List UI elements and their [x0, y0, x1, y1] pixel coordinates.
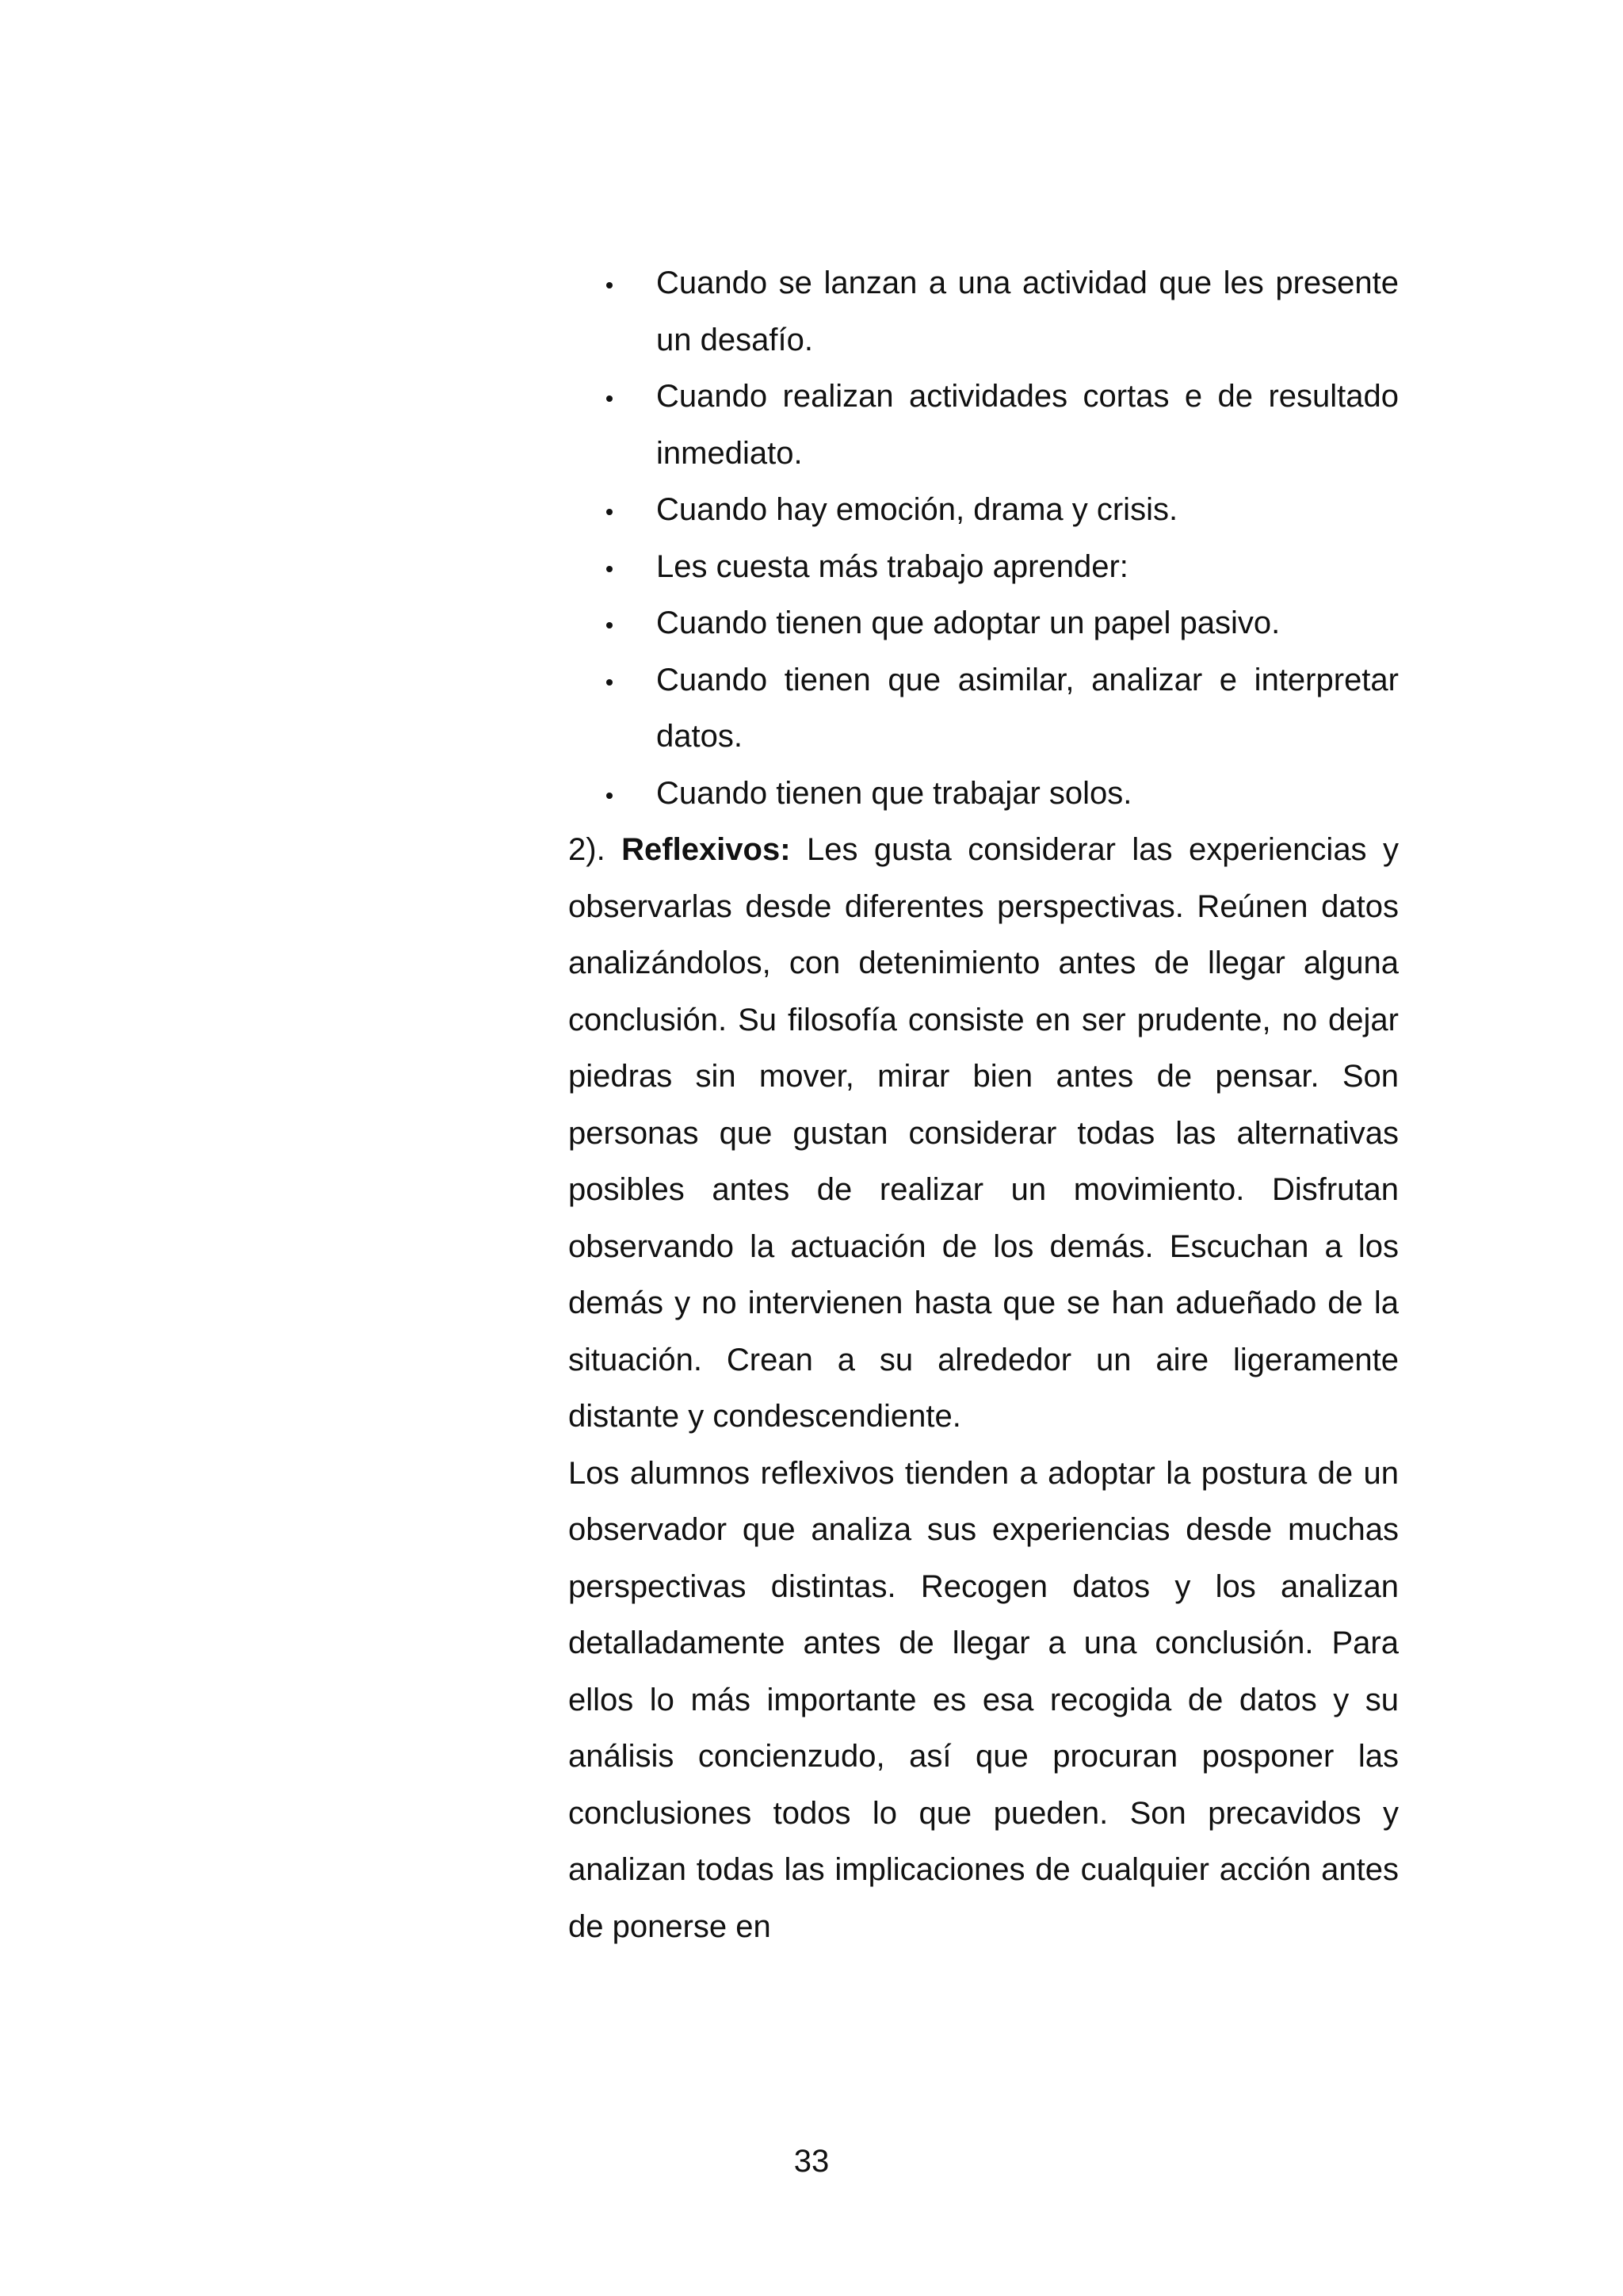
- list-item-text: Cuando hay emoción, drama y crisis.: [656, 492, 1178, 527]
- list-item-text: Cuando tienen que trabajar solos.: [656, 775, 1132, 811]
- list-item-text: Les cuesta más trabajo aprender:: [656, 548, 1128, 584]
- paragraph-number: 2).: [568, 832, 622, 867]
- paragraph-text: Les gusta considerar las experiencias y observarlas desde diferentes perspectivas. Reúnen datos analizándolos, con detenimiento antes de llegar alguna conclusión. Su filosofía consiste en ser prudente, no dejar piedras sin mover, mirar bien antes de pensar. Son personas que gustan considerar todas las alternativas posibles antes de realizar un movimiento. Disfrutan observando la actuación de los demás. Escuchan a los demás y no intervienen hasta que se han adueñado de la situación. Crean a su alrededor un aire ligeramente distante y condescendiente.: [568, 832, 1399, 1434]
- bullet-icon: [606, 395, 613, 402]
- list-item-text: Cuando se lanzan a una actividad que les presente un desafío.: [656, 266, 1399, 357]
- bullet-list: [568, 255, 1399, 822]
- bullet-icon: [606, 622, 613, 628]
- list-item: [568, 482, 1399, 539]
- list-item: [568, 652, 1399, 766]
- page-number: 33: [793, 2144, 830, 2179]
- list-item-text: Cuando tienen que adoptar un papel pasivo.: [656, 606, 1281, 640]
- alumnos-paragraph: Los alumnos reflexivos tienden a adoptar la postura de un observador que analiza sus experiencias desde muchas perspectivas distintas. Recogen datos y los analizan detalladamente antes de llegar a una conclusión. Para ellos lo más importante es esa recogida de datos y su análisis concienzudo, así que procuran posponer las conclusiones todos lo que pueden. Son precavidos y analizan todas las implicaciones de cualquier acción antes de ponerse en: [568, 1455, 1399, 1944]
- reflexivos-paragraph: [568, 822, 1399, 1446]
- list-item: [568, 766, 1399, 823]
- bullet-icon: [606, 509, 613, 515]
- list-item: [568, 255, 1399, 369]
- paragraph-heading: Reflexivos:: [621, 832, 791, 867]
- page-body: [568, 255, 1399, 1955]
- bullet-icon: [606, 282, 613, 288]
- bullet-icon: [606, 793, 613, 799]
- list-item-text: Cuando tienen que asimilar, analizar e interpretar datos.: [656, 662, 1399, 754]
- list-item-text: Cuando realizan actividades cortas e de resultado inmediato.: [656, 379, 1399, 471]
- bullet-icon: [606, 566, 613, 572]
- list-item: [568, 539, 1399, 596]
- list-item: [568, 369, 1399, 482]
- bullet-icon: [606, 679, 613, 686]
- list-item: [568, 595, 1399, 652]
